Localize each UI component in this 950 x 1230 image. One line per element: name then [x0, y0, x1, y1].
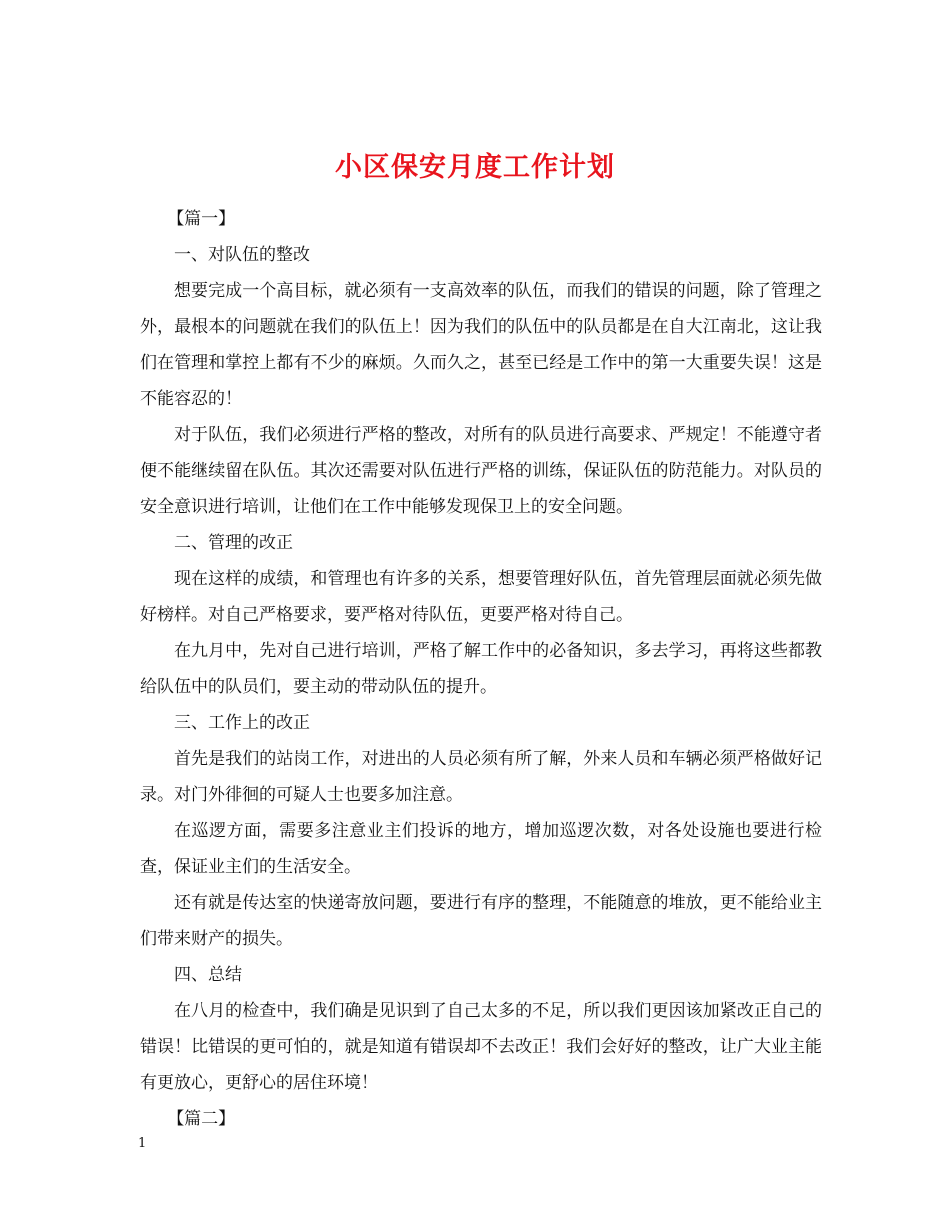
- section-heading-4: 四、总结: [174, 965, 242, 985]
- paragraph: 现在这样的成绩，和管理也有许多的关系，想要管理好队伍，首先管理层面就必须先做好榜样。对自己严格要求，要严格对待队伍，更要严格对待自己。: [140, 569, 822, 625]
- section-marker-2: 【篇二】: [167, 1109, 236, 1129]
- paragraph: 在九月中，先对自己进行培训，严格了解工作中的必备知识，多去学习，再将这些都教给队伍中的队员们，要主动的带动队伍的提升。: [140, 641, 822, 697]
- document-body: [140, 201, 822, 1137]
- section-heading-1: 一、对队伍的整改: [174, 245, 310, 265]
- paragraph: 在八月的检查中，我们确是见识到了自己太多的不足，所以我们更因该加紧改正自己的错误！比错误的更可怕的，就是知道有错误却不去改正！我们会好好的整改，让广大业主能有更放心，更舒心的居住环境！: [140, 1001, 822, 1093]
- section-heading-2: 二、管理的改正: [174, 533, 293, 553]
- paragraph: 在巡逻方面，需要多注意业主们投诉的地方，增加巡逻次数，对各处设施也要进行检查，保证业主们的生活安全。: [140, 821, 822, 877]
- document-title: 小区保安月度工作计划: [335, 152, 615, 184]
- paragraph: 对于队伍，我们必须进行严格的整改，对所有的队员进行高要求、严规定！不能遵守者便不能继续留在队伍。其次还需要对队伍进行严格的训练，保证队伍的防范能力。对队员的安全意识进行培训，让他们在工作中能够发现保卫上的安全问题。: [140, 425, 822, 517]
- paragraph: 首先是我们的站岗工作，对进出的人员必须有所了解，外来人员和车辆必须严格做好记录。对门外徘徊的可疑人士也要多加注意。: [140, 749, 822, 805]
- section-heading-3: 三、工作上的改正: [174, 713, 310, 733]
- page-number: 1: [138, 1136, 147, 1151]
- paragraph: 还有就是传达室的快递寄放问题，要进行有序的整理，不能随意的堆放，更不能给业主们带来财产的损失。: [140, 893, 822, 949]
- section-marker-1: 【篇一】: [167, 209, 236, 229]
- paragraph: 想要完成一个高目标，就必须有一支高效率的队伍，而我们的错误的问题，除了管理之外，最根本的问题就在我们的队伍上！因为我们的队伍中的队员都是在自大江南北，这让我们在管理和掌控上都有不少的麻烦。久而久之，甚至已经是工作中的第一大重要失误！这是不能容忍的！: [140, 281, 822, 409]
